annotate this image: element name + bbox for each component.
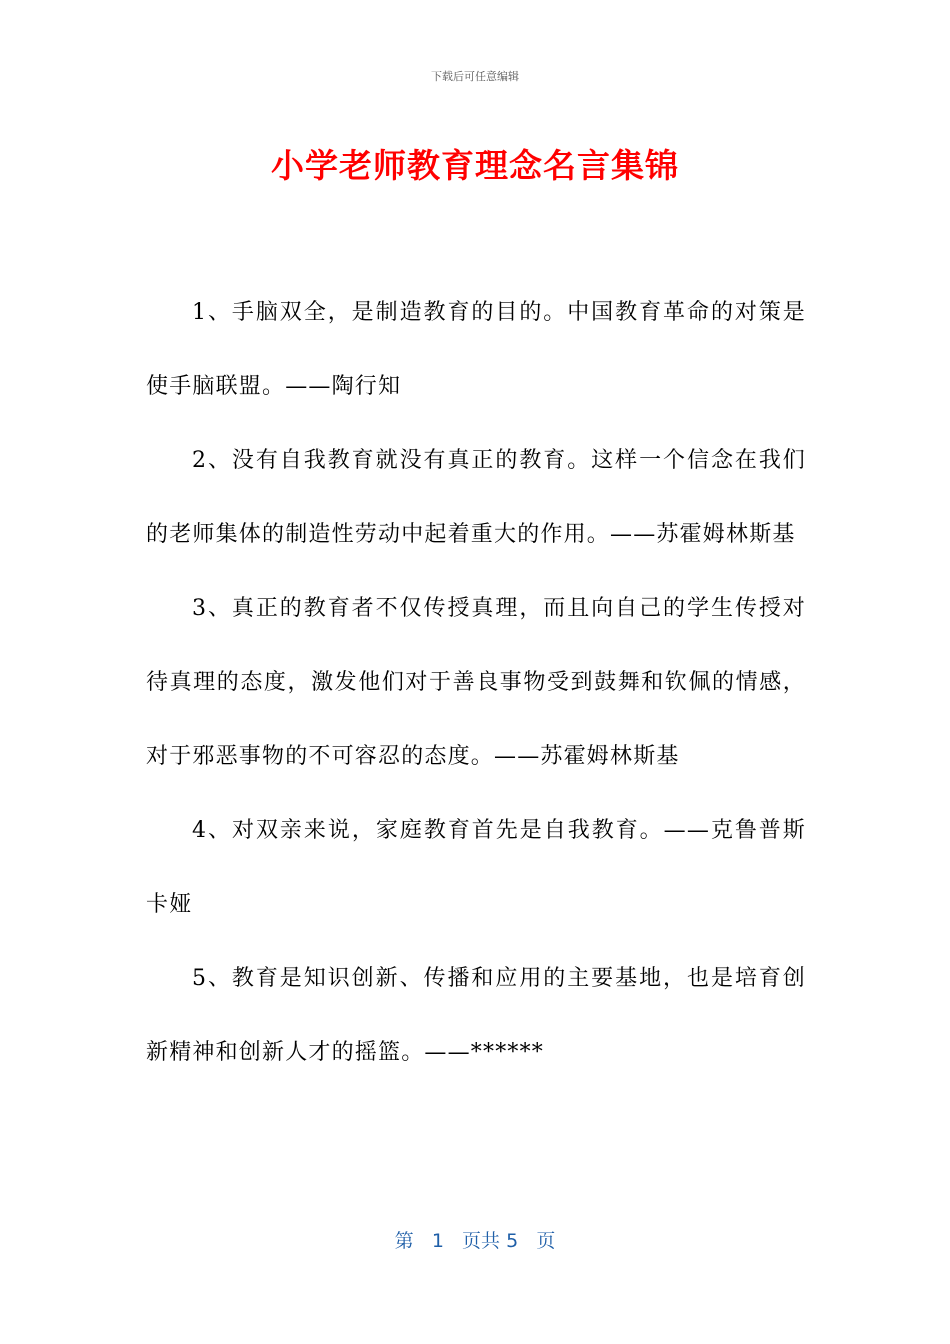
page-number-footer <box>0 1226 950 1253</box>
page-prefix: 第 <box>394 1230 414 1252</box>
header-note: 下载后可任意编辑 <box>431 70 519 83</box>
page-suffix: 页 <box>536 1230 556 1252</box>
paragraph-3: 3、真正的教育者不仅传授真理，而且向自己的学生传授对待真理的态度，激发他们对于善良事物受到鼓舞和钦佩的情感，对于邪恶事物的不可容忍的态度。——苏霍姆林斯基 <box>146 596 806 769</box>
paragraph-2: 2、没有自我教育就没有真正的教育。这样一个信念在我们的老师集体的制造性劳动中起着重大的作用。——苏霍姆林斯基 <box>146 448 806 547</box>
page-total: 5 <box>506 1230 519 1252</box>
document-title: 小学老师教育理念名言集锦 <box>271 146 679 185</box>
page-mid: 页共 <box>462 1230 501 1252</box>
paragraph-4: 4、对双亲来说，家庭教育首先是自我教育。——克鲁普斯卡娅 <box>146 818 806 917</box>
paragraph-5: 5、教育是知识创新、传播和应用的主要基地，也是培育创新精神和创新人才的摇篮。——****** <box>146 966 806 1065</box>
page-current: 1 <box>431 1230 444 1252</box>
paragraph-1: 1、手脑双全，是制造教育的目的。中国教育革命的对策是使手脑联盟。——陶行知 <box>146 300 806 399</box>
document-body <box>146 276 806 1090</box>
